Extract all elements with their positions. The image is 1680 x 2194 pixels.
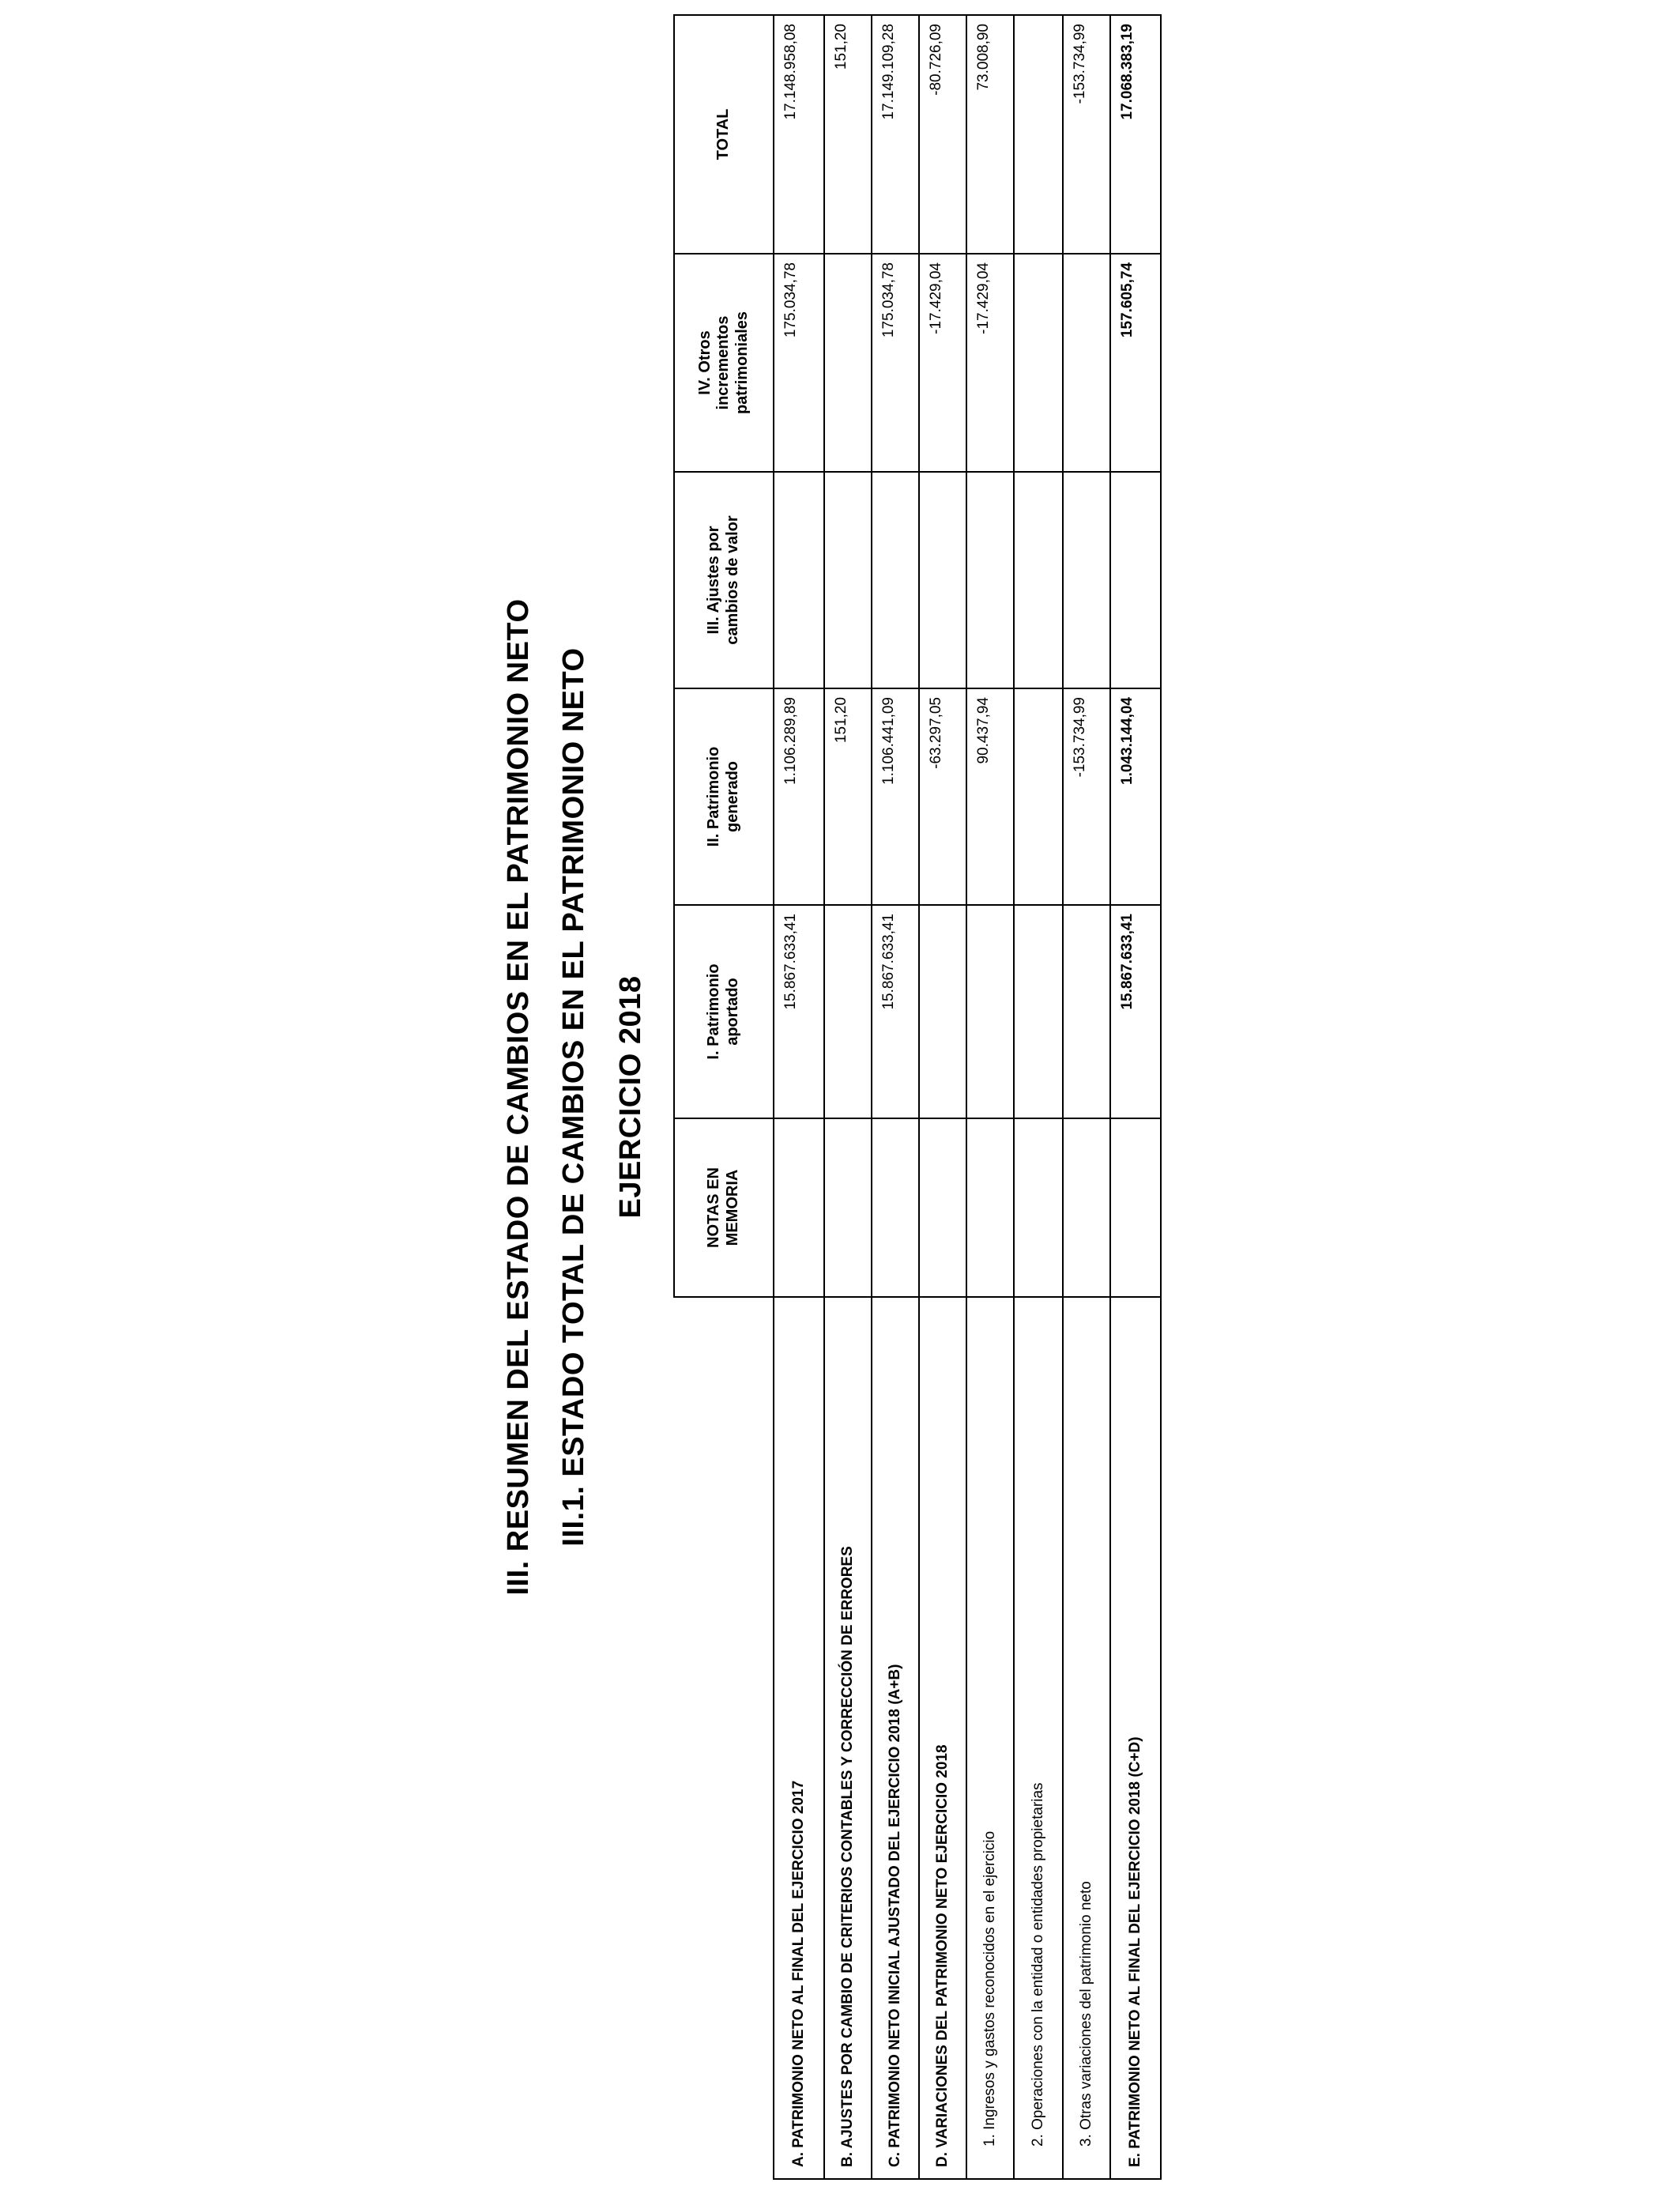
table-row bbox=[1110, 15, 1161, 2179]
row-label: B. AJUSTES POR CAMBIO DE CRITERIOS CONTABLES Y CORRECCIÓN DE ERRORES bbox=[824, 1297, 872, 2179]
cell-aportado: 15.867.633,41 bbox=[872, 905, 919, 1118]
cell-generado: 151,20 bbox=[824, 688, 872, 905]
cell-otros bbox=[1014, 254, 1063, 472]
cell-ajustes bbox=[774, 472, 824, 688]
cell-ajustes bbox=[824, 472, 872, 688]
row-label: E. PATRIMONIO NETO AL FINAL DEL EJERCICIO 2018 (C+D) bbox=[1110, 1297, 1161, 2179]
cell-ajustes bbox=[1110, 472, 1161, 688]
table-row bbox=[919, 15, 966, 2179]
table-row bbox=[872, 15, 919, 2179]
header-generado: II. Patrimonio generado bbox=[674, 688, 774, 905]
cell-total: 17.148.958,08 bbox=[774, 15, 824, 254]
cell-generado: -63.297,05 bbox=[919, 688, 966, 905]
header-ajustes: III. Ajustes por cambios de valor bbox=[674, 472, 774, 688]
cell-aportado bbox=[966, 905, 1014, 1118]
cell-ajustes bbox=[966, 472, 1014, 688]
cell-otros: 157.605,74 bbox=[1110, 254, 1161, 472]
cell-aportado bbox=[919, 905, 966, 1118]
cell-generado: 1.043.144,04 bbox=[1110, 688, 1161, 905]
header-row bbox=[674, 15, 774, 2179]
cell-ajustes bbox=[872, 472, 919, 688]
cell-notas bbox=[774, 1118, 824, 1297]
cell-generado: -153.734,99 bbox=[1063, 688, 1110, 905]
cell-aportado bbox=[824, 905, 872, 1118]
header-total: TOTAL bbox=[674, 15, 774, 254]
cell-total bbox=[1014, 15, 1063, 254]
header-blank bbox=[674, 1297, 774, 2179]
cell-otros: 175.034,78 bbox=[774, 254, 824, 472]
cell-total: 17.149.109,28 bbox=[872, 15, 919, 254]
cell-notas bbox=[919, 1118, 966, 1297]
cell-notas bbox=[872, 1118, 919, 1297]
table-row bbox=[966, 15, 1014, 2179]
subtitle: III.1. ESTADO TOTAL DE CAMBIOS EN EL PATRIMONIO NETO bbox=[557, 647, 590, 1547]
cell-generado: 1.106.289,89 bbox=[774, 688, 824, 905]
cell-notas bbox=[1014, 1118, 1063, 1297]
cell-total: -153.734,99 bbox=[1063, 15, 1110, 254]
cell-otros: -17.429,04 bbox=[919, 254, 966, 472]
row-label: A. PATRIMONIO NETO AL FINAL DEL EJERCICIO 2017 bbox=[774, 1297, 824, 2179]
cell-total: 151,20 bbox=[824, 15, 872, 254]
cell-otros bbox=[824, 254, 872, 472]
cell-generado: 1.106.441,09 bbox=[872, 688, 919, 905]
cell-notas bbox=[1110, 1118, 1161, 1297]
cell-ajustes bbox=[1063, 472, 1110, 688]
table-row bbox=[824, 15, 872, 2179]
header-otros: IV. Otros incrementos patrimoniales bbox=[674, 254, 774, 472]
table-row bbox=[774, 15, 824, 2179]
table-row bbox=[1063, 15, 1110, 2179]
cell-generado: 90.437,94 bbox=[966, 688, 1014, 905]
row-label: 2. Operaciones con la entidad o entidades propietarias bbox=[1014, 1297, 1063, 2179]
cell-otros bbox=[1063, 254, 1110, 472]
header-aportado: I. Patrimonio aportado bbox=[674, 905, 774, 1118]
cell-notas bbox=[1063, 1118, 1110, 1297]
row-label: D. VARIACIONES DEL PATRIMONIO NETO EJERCICIO 2018 bbox=[919, 1297, 966, 2179]
row-label: C. PATRIMONIO NETO INICIAL AJUSTADO DEL EJERCICIO 2018 (A+B) bbox=[872, 1297, 919, 2179]
table-row bbox=[1014, 15, 1063, 2179]
cell-total: -80.726,09 bbox=[919, 15, 966, 254]
cell-ajustes bbox=[919, 472, 966, 688]
row-label: 3. Otras variaciones del patrimonio neto bbox=[1063, 1297, 1110, 2179]
cell-total: 17.068.383,19 bbox=[1110, 15, 1161, 254]
header-notas: NOTAS EN MEMORIA bbox=[674, 1118, 774, 1297]
cell-notas bbox=[966, 1118, 1014, 1297]
row-label: 1. Ingresos y gastos reconocidos en el ejercicio bbox=[966, 1297, 1014, 2179]
main-title: III. RESUMEN DEL ESTADO DE CAMBIOS EN EL PATRIMONIO NETO bbox=[502, 598, 535, 1596]
cell-ajustes bbox=[1014, 472, 1063, 688]
cell-notas bbox=[824, 1118, 872, 1297]
patrimonio-table bbox=[673, 14, 1162, 2180]
cell-aportado bbox=[1014, 905, 1063, 1118]
cell-generado bbox=[1014, 688, 1063, 905]
year-title: EJERCICIO 2018 bbox=[614, 975, 647, 1219]
cell-otros: 175.034,78 bbox=[872, 254, 919, 472]
cell-aportado: 15.867.633,41 bbox=[1110, 905, 1161, 1118]
cell-aportado: 15.867.633,41 bbox=[774, 905, 824, 1118]
cell-total: 73.008,90 bbox=[966, 15, 1014, 254]
cell-otros: -17.429,04 bbox=[966, 254, 1014, 472]
cell-aportado bbox=[1063, 905, 1110, 1118]
